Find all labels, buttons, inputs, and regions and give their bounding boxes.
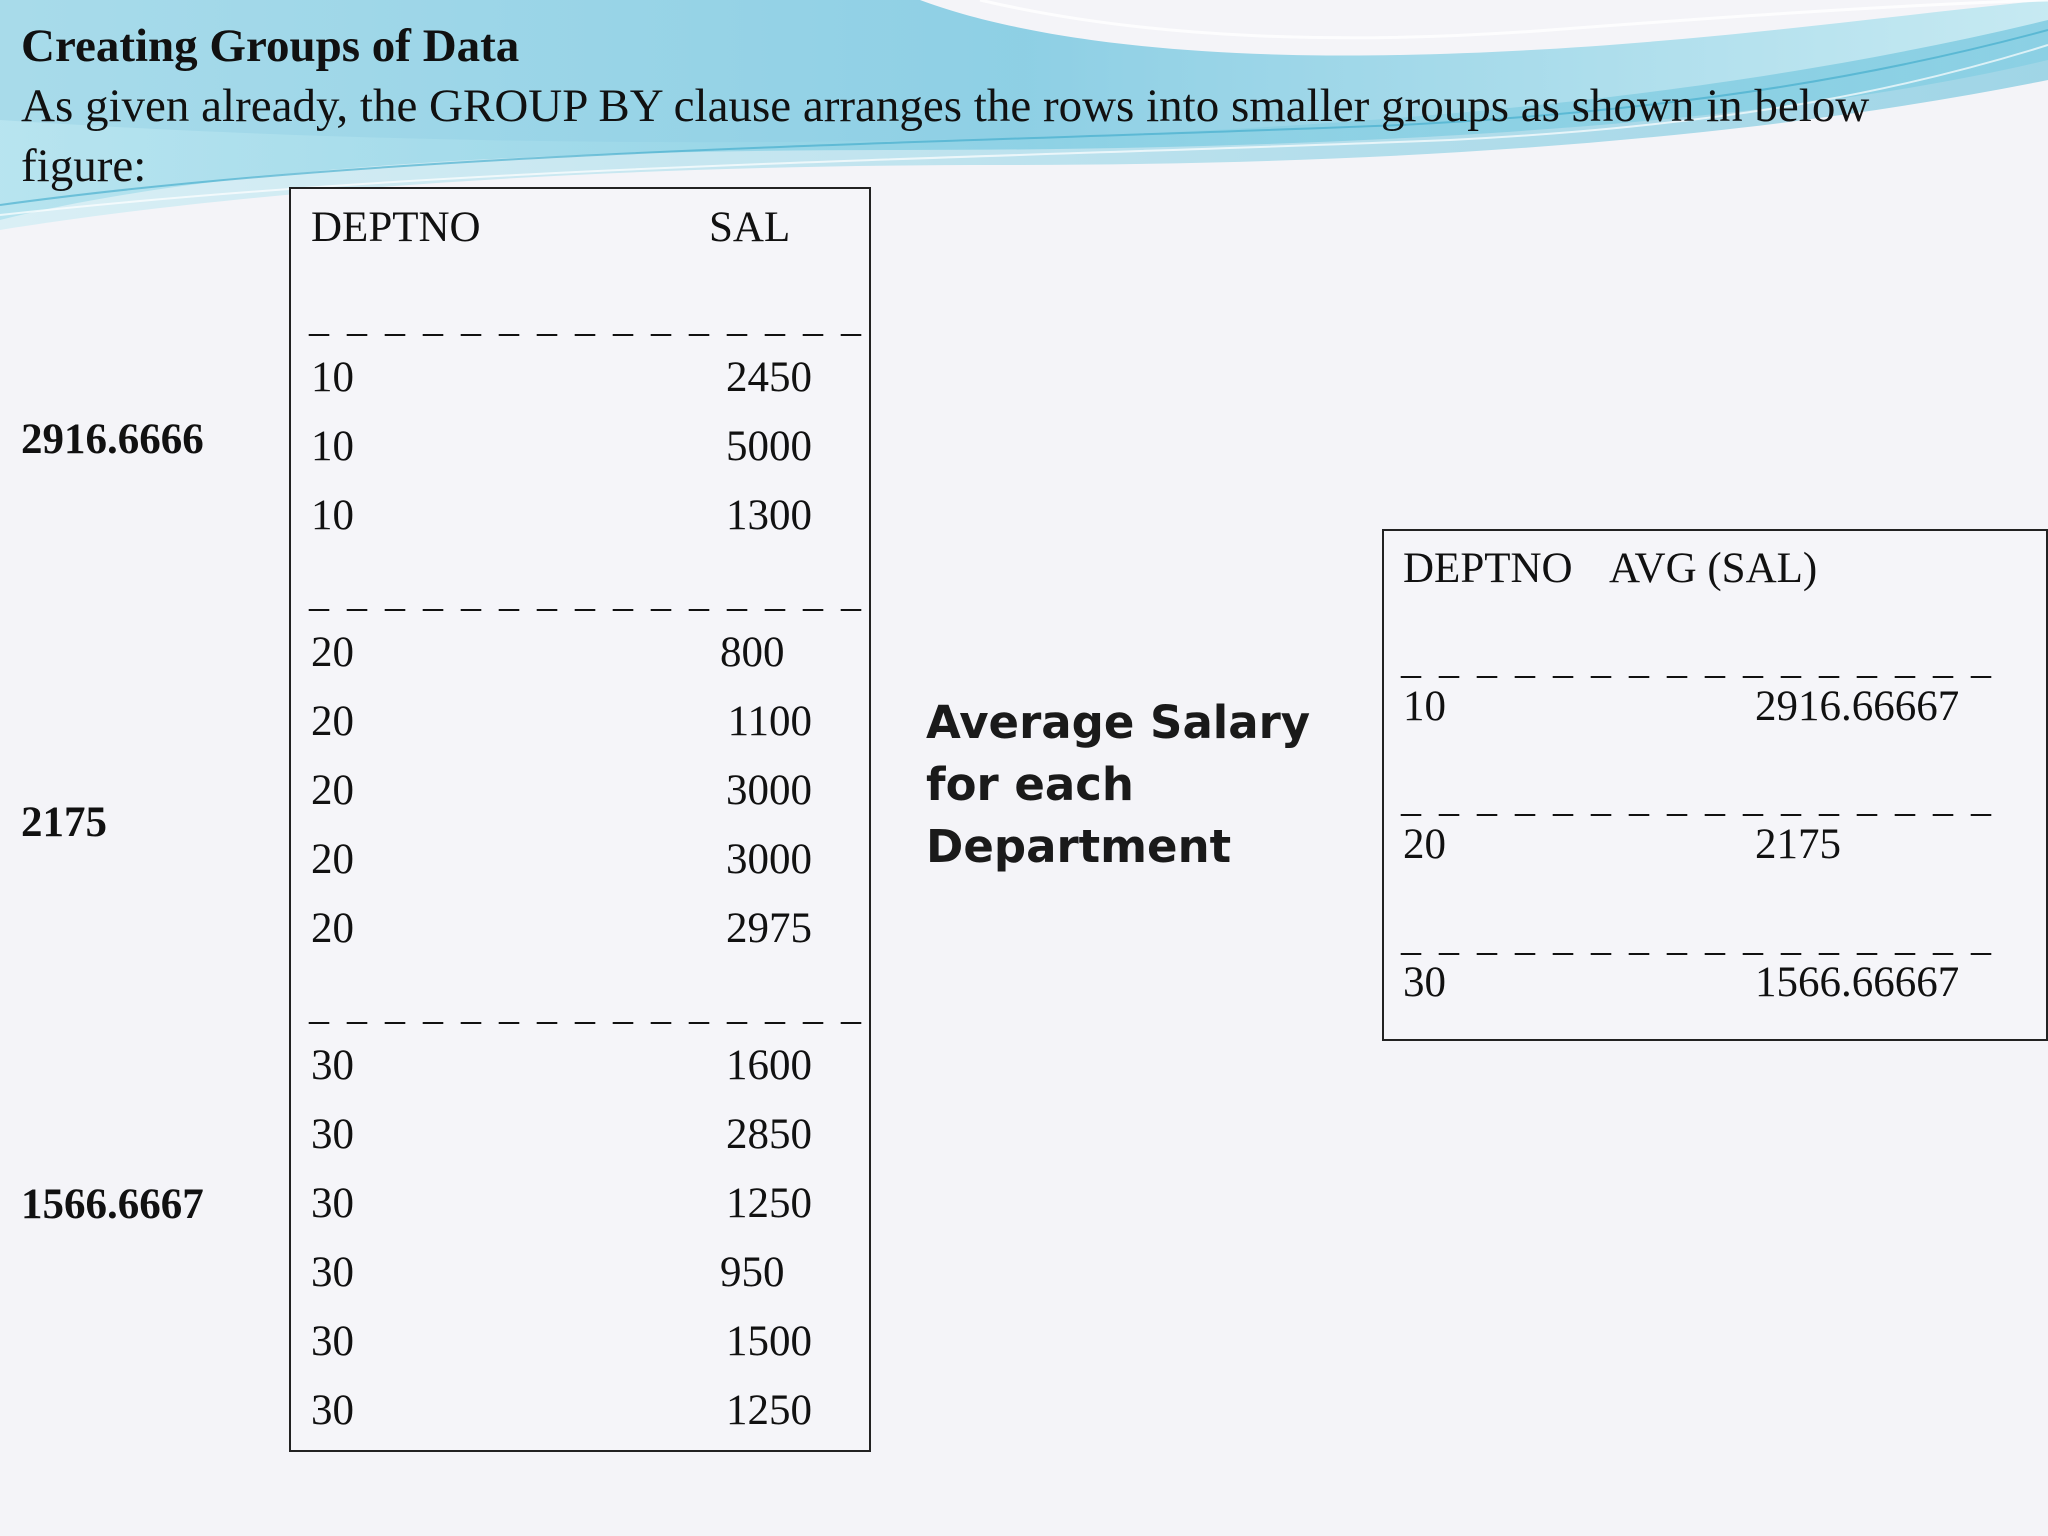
group-separator: _ _ _ _ _ _ _ _ _ _ _ _ _ _ _ _ <box>1401 914 1995 959</box>
emp-row-sal: 1250 <box>726 1387 812 1434</box>
emp-row-sal: 3000 <box>726 767 812 814</box>
emp-row-deptno: 30 <box>311 1249 354 1296</box>
emp-row-deptno: 20 <box>311 767 354 814</box>
emp-header-deptno: DEPTNO <box>311 204 481 251</box>
emp-row-deptno: 30 <box>311 1042 354 1089</box>
emp-row-sal: 1100 <box>727 698 812 745</box>
avg-row-deptno: 30 <box>1403 959 1446 1006</box>
emp-row-deptno: 20 <box>311 905 354 952</box>
avg-header-avg-sal: AVG (SAL) <box>1609 545 1818 592</box>
emp-row-sal: 2850 <box>726 1111 812 1158</box>
emp-row-deptno: 10 <box>311 492 354 539</box>
group-separator: _ _ _ _ _ _ _ _ _ _ _ _ _ _ _ _ <box>1401 637 1995 682</box>
emp-row-deptno: 30 <box>311 1111 354 1158</box>
emp-row-deptno: 30 <box>311 1318 354 1365</box>
caption-line: Department <box>926 820 1232 873</box>
avg-row-value: 2916.66667 <box>1755 683 1960 730</box>
avg-header-deptno: DEPTNO <box>1403 545 1573 592</box>
avg-row-value: 2175 <box>1755 821 1841 868</box>
avg-row-deptno: 20 <box>1403 821 1446 868</box>
emp-row-deptno: 10 <box>311 354 354 401</box>
slide-title: Creating Groups of Data <box>21 20 520 72</box>
emp-row-sal: 950 <box>720 1249 785 1296</box>
group-separator: _ _ _ _ _ _ _ _ _ _ _ _ _ _ _ <box>309 570 865 615</box>
emp-row-sal: 1250 <box>726 1180 812 1227</box>
emp-row-deptno: 20 <box>311 836 354 883</box>
emp-row-sal: 2450 <box>726 354 812 401</box>
emp-row-deptno: 20 <box>311 698 354 745</box>
emp-row-deptno: 10 <box>311 423 354 470</box>
intro-text: As given already, the GROUP BY clause arranges the rows into smaller groups as shown in below figure: <box>21 80 1870 192</box>
emp-row-deptno: 30 <box>311 1180 354 1227</box>
group-avg-label-30: 1566.6667 <box>21 1181 204 1228</box>
group-separator: _ _ _ _ _ _ _ _ _ _ _ _ _ _ _ <box>309 295 865 340</box>
emp-row-sal: 1300 <box>726 492 812 539</box>
group-separator: _ _ _ _ _ _ _ _ _ _ _ _ _ _ _ _ <box>1401 775 1995 820</box>
group-separator: _ _ _ _ _ _ _ _ _ _ _ _ _ _ _ <box>309 983 865 1028</box>
emp-row-sal: 800 <box>720 629 785 676</box>
group-avg-label-20: 2175 <box>21 799 107 846</box>
caption-line: for each <box>926 758 1134 811</box>
emp-row-sal: 1500 <box>726 1318 812 1365</box>
emp-row-deptno: 30 <box>311 1387 354 1434</box>
avg-row-value: 1566.66667 <box>1755 959 1960 1006</box>
average-salary-caption <box>926 692 1310 878</box>
emp-row-sal: 2975 <box>726 905 812 952</box>
emp-row-sal: 3000 <box>726 836 812 883</box>
emp-header-sal: SAL <box>709 204 791 251</box>
emp-row-sal: 5000 <box>726 423 812 470</box>
caption-line: Average Salary <box>926 696 1311 749</box>
avg-row-deptno: 10 <box>1403 683 1446 730</box>
emp-row-sal: 1600 <box>726 1042 812 1089</box>
group-avg-label-10: 2916.6666 <box>21 416 204 463</box>
emp-row-deptno: 20 <box>311 629 354 676</box>
